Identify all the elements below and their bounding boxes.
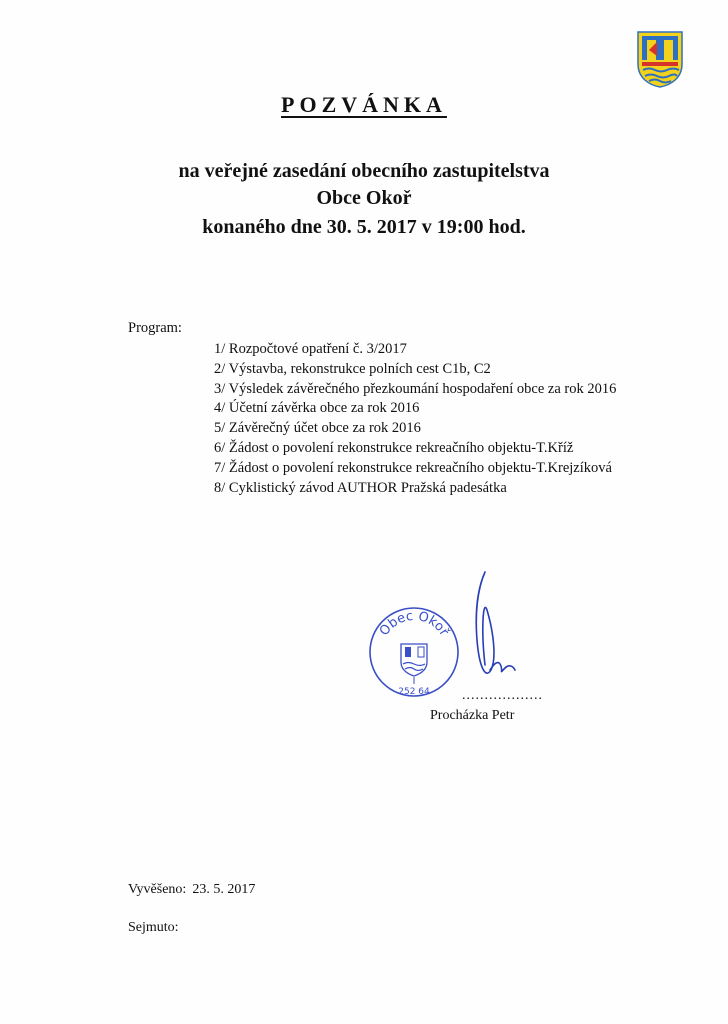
subtitle-line-2: Obce Okoř <box>316 187 412 209</box>
subtitle-line-3: konaného dne 30. 5. 2017 v 19:00 hod. <box>202 216 526 238</box>
signer-name: Procházka Petr <box>430 708 515 723</box>
svg-text:Obec Okoř <box>377 609 452 639</box>
program-item: 5/ Závěrečný účet obce za rok 2016 <box>214 420 421 437</box>
program-item: 7/ Žádost o povolení rekonstrukce rekreačního objektu-T.Krejzíková <box>214 459 612 476</box>
program-item: 4/ Účetní závěrka obce za rok 2016 <box>214 400 420 417</box>
stamp-icon <box>368 606 460 698</box>
document-title: POZVÁNKA <box>281 92 447 117</box>
posted-date: 23. 5. 2017 <box>192 882 256 897</box>
program-label: Program: <box>128 320 182 336</box>
stamp-number: 252 64 <box>398 687 430 697</box>
program-item: 8/ Cyklistický závod AUTHOR Pražská padesátka <box>214 479 507 496</box>
program-item: 3/ Výsledek závěrečného přezkoumání hospodaření obce za rok 2016 <box>214 380 617 397</box>
coat-of-arms-icon <box>635 30 685 88</box>
signature-line: .................. <box>462 688 543 703</box>
removed-label: Sejmuto: <box>128 920 179 935</box>
stamp-text: Obec Okoř <box>376 608 452 639</box>
posted-date-row <box>128 882 255 898</box>
signature-icon <box>455 570 545 700</box>
program-list <box>214 340 616 498</box>
program-item: 6/ Žádost o povolení rekonstrukce rekreačního objektu-T.Kříž <box>214 439 574 456</box>
subtitle-line-1: na veřejné zasedání obecního zastupitelstva <box>178 160 550 182</box>
program-item: 2/ Výstavba, rekonstrukce polních cest C1b, C2 <box>214 360 491 377</box>
posted-label: Vyvěšeno: <box>128 882 187 897</box>
program-item: 1/ Rozpočtové opatření č. 3/2017 <box>214 341 407 357</box>
